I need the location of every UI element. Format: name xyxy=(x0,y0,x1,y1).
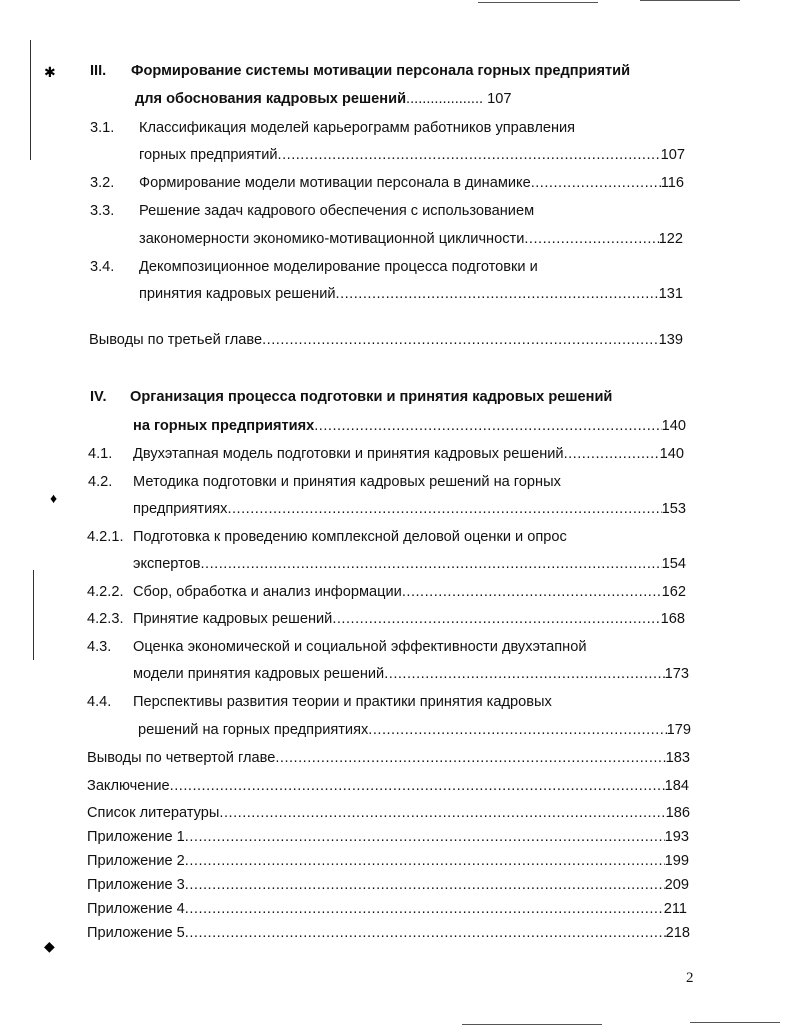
entry-title: закономерности экономико-мотивационной цикличности xyxy=(139,231,525,247)
entry-title: Заключение xyxy=(87,778,170,794)
page-ref: 218 xyxy=(665,925,690,941)
dot-leader-line xyxy=(87,805,690,821)
entry-title: принятия кадровых решений xyxy=(139,286,336,302)
dot-leader-line xyxy=(133,446,684,462)
dot-leader-line xyxy=(89,332,683,348)
punch-hole-mark-2: ♦ xyxy=(50,490,58,506)
leader-dots xyxy=(262,332,659,348)
dot-leader-line xyxy=(87,925,690,941)
entry-number: 4.3. xyxy=(87,639,112,655)
toc-entry-4-2 xyxy=(0,474,797,496)
leader-dots xyxy=(275,750,665,766)
toc-back-matter-appendix-2 xyxy=(0,853,797,875)
entry-title: Выводы по третьей главе xyxy=(89,332,263,348)
leader-dots xyxy=(332,611,660,627)
leader-dots xyxy=(524,231,658,247)
entry-number: 3.1. xyxy=(90,120,115,136)
leader-dots xyxy=(402,584,662,600)
entry-title: Принятие кадровых решений xyxy=(133,611,333,627)
toc-entry-4-3 xyxy=(0,639,797,661)
page-ref: 179 xyxy=(666,722,691,738)
dot-leader-line xyxy=(133,666,689,682)
page-ref: 168 xyxy=(660,611,685,627)
dot-leader-line xyxy=(133,611,685,627)
entry-title: Список литературы xyxy=(87,805,220,821)
dot-leader-line xyxy=(139,147,685,163)
toc-back-matter-appendix-1 xyxy=(0,829,797,851)
entry-title: Выводы по четвертой главе xyxy=(87,750,276,766)
toc-entry-4-2-cont xyxy=(0,501,797,523)
leader-dots: ................... xyxy=(406,91,484,107)
entry-title: Методика подготовки и принятия кадровых решений на горных xyxy=(133,474,561,490)
entry-title: Приложение 4 xyxy=(87,901,185,917)
chapter-title-line: Формирование системы мотивации персонала горных предприятий xyxy=(131,63,631,79)
toc-entry-3-4-cont xyxy=(0,286,797,308)
page-ref: 154 xyxy=(661,556,686,572)
page-ref: 107 xyxy=(483,91,512,107)
leader-dots xyxy=(336,286,659,302)
entry-title: экспертов xyxy=(133,556,201,572)
entry-number: 4.2.2. xyxy=(87,584,124,600)
leader-dots xyxy=(185,901,664,917)
toc-chapter-3-heading-cont xyxy=(0,91,797,113)
toc-chapter-3-heading xyxy=(0,63,797,85)
toc-entry-4-2-2 xyxy=(0,584,797,606)
leader-dots xyxy=(185,853,665,869)
dot-leader-line xyxy=(87,877,689,893)
dot-leader-line xyxy=(133,556,686,572)
dot-leader-line xyxy=(139,231,683,247)
dot-leader-line xyxy=(138,722,691,738)
entry-number: 4.4. xyxy=(87,694,112,710)
entry-number: 3.4. xyxy=(90,259,115,275)
page-ref: 211 xyxy=(663,901,687,917)
page-ref: 199 xyxy=(664,853,689,869)
scan-line-top xyxy=(478,2,598,3)
leader-dots xyxy=(278,147,661,163)
entry-title: Приложение 3 xyxy=(87,877,185,893)
toc-entry-3-4 xyxy=(0,259,797,281)
toc-entry-3-3-cont xyxy=(0,231,797,253)
entry-title: горных предприятий xyxy=(139,147,278,163)
page-ref: 193 xyxy=(664,829,689,845)
dot-leader-line xyxy=(87,853,689,869)
entry-title: Приложение 1 xyxy=(87,829,185,845)
leader-dots xyxy=(314,418,661,434)
toc-back-matter-references xyxy=(0,805,797,827)
toc-chapter-4-heading-cont xyxy=(0,418,797,440)
entry-title: Классификация моделей карьерограмм работников управления xyxy=(139,120,576,136)
page-number: 2 xyxy=(686,970,694,986)
scan-line-top-right xyxy=(640,0,740,1)
page-ref: 173 xyxy=(664,666,689,682)
entry-number: 3.2. xyxy=(90,175,115,191)
entry-title: Формирование модели мотивации персонала в динамике xyxy=(139,175,531,191)
entry-title: Приложение 5 xyxy=(87,925,185,941)
dot-leader-line xyxy=(139,175,684,191)
toc-entry-4-3-cont xyxy=(0,666,797,688)
entry-number: 4.1. xyxy=(88,446,113,462)
dot-leader-line xyxy=(133,418,686,434)
toc-entry-4-2-1-cont xyxy=(0,556,797,578)
page-ref: 139 xyxy=(658,332,683,348)
toc-entry-3-1 xyxy=(0,120,797,142)
dot-leader-line xyxy=(133,584,686,600)
entry-number: 4.2. xyxy=(88,474,113,490)
scan-line-bottom xyxy=(462,1024,602,1025)
page-ref: 122 xyxy=(658,231,683,247)
toc-entry-3-1-cont xyxy=(0,147,797,169)
leader-dots xyxy=(531,175,661,191)
chapter-number: III. xyxy=(90,63,107,79)
toc-entry-4-4-cont xyxy=(0,722,797,744)
page-ref: 116 xyxy=(660,175,684,191)
entry-title: Оценка экономической и социальной эффективности двухэтапной xyxy=(133,639,587,655)
entry-title: модели принятия кадровых решений xyxy=(133,666,385,682)
scan-line-bottom-right xyxy=(690,1022,780,1023)
chapter-title-line: Организация процесса подготовки и принятия кадровых решений xyxy=(130,389,613,405)
page-ref: 183 xyxy=(665,750,690,766)
entry-title: Приложение 2 xyxy=(87,853,185,869)
dot-leader-line xyxy=(133,501,686,517)
toc-back-matter-appendix-5 xyxy=(0,925,797,947)
toc-chapter-3-conclusion xyxy=(0,332,797,354)
leader-dots xyxy=(185,829,665,845)
entry-number: 3.3. xyxy=(90,203,115,219)
toc-back-matter-appendix-3 xyxy=(0,877,797,899)
entry-title: Подготовка к проведению комплексной деловой оценки и опрос xyxy=(133,529,567,545)
page-ref: 186 xyxy=(665,805,690,821)
leader-dots xyxy=(170,778,665,794)
entry-title: Сбор, обработка и анализ информации xyxy=(133,584,402,600)
toc-chapter-4-conclusion xyxy=(0,750,797,772)
page-ref: 131 xyxy=(658,286,683,302)
entry-title: Декомпозиционное моделирование процесса подготовки и xyxy=(139,259,538,275)
leader-dots xyxy=(368,722,666,738)
leader-dots xyxy=(564,446,660,462)
entry-title: предприятиях xyxy=(133,501,228,517)
leader-dots xyxy=(185,877,665,893)
dot-leader-line xyxy=(87,901,687,917)
leader-dots xyxy=(227,501,661,517)
page-ref: 153 xyxy=(661,501,686,517)
leader-dots xyxy=(201,556,662,572)
entry-title: Двухэтапная модель подготовки и принятия кадровых решений xyxy=(133,446,564,462)
leader-dots xyxy=(219,805,665,821)
dot-leader-line xyxy=(87,778,689,794)
entry-title: Решение задач кадрового обеспечения с использованием xyxy=(139,203,535,219)
entry-title: решений на горных предприятиях xyxy=(138,722,369,738)
toc-entry-4-2-3 xyxy=(0,611,797,633)
page-ref: 162 xyxy=(661,584,686,600)
toc-back-matter-appendix-4 xyxy=(0,901,797,923)
punch-hole-mark-3: ◆ xyxy=(44,938,55,954)
entry-number: 4.2.1. xyxy=(87,529,124,545)
toc-back-matter-conclusion xyxy=(0,778,797,800)
leader-dots xyxy=(384,666,664,682)
page-ref: 107 xyxy=(660,147,685,163)
punch-hole-mark-1: ✱ xyxy=(44,64,56,80)
toc-entry-4-1 xyxy=(0,446,797,468)
toc-entry-3-2 xyxy=(0,175,797,197)
toc-entry-3-3 xyxy=(0,203,797,225)
dot-leader-line xyxy=(87,750,690,766)
page-ref: 140 xyxy=(661,418,686,434)
page-ref: 140 xyxy=(659,446,684,462)
toc-entry-4-2-1 xyxy=(0,529,797,551)
dot-leader-line xyxy=(139,286,683,302)
entry-title: Перспективы развития теории и практики принятия кадровых xyxy=(133,694,552,710)
chapter-title-line: для обоснования кадровых решений................... 107 xyxy=(135,91,512,107)
page-ref: 184 xyxy=(664,778,689,794)
toc-entry-4-4 xyxy=(0,694,797,716)
leader-dots xyxy=(185,925,666,941)
page-ref: 209 xyxy=(664,877,689,893)
entry-number: 4.2.3. xyxy=(87,611,124,627)
chapter-title-line: на горных предприятиях xyxy=(133,418,315,434)
toc-chapter-4-heading xyxy=(0,389,797,411)
chapter-number: IV. xyxy=(90,389,107,405)
dot-leader-line xyxy=(87,829,689,845)
